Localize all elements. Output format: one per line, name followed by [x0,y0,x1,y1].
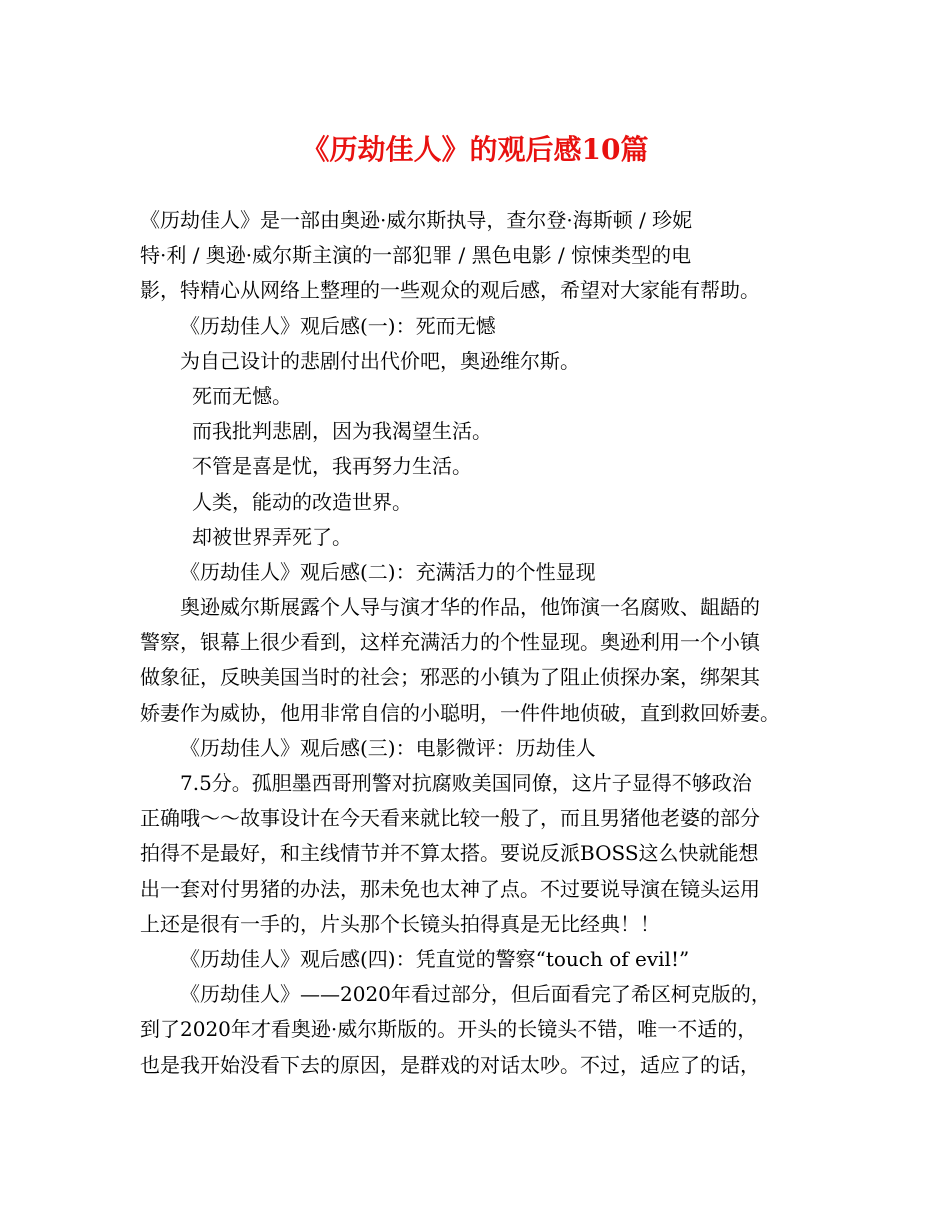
text-line: 《历劫佳人》观后感(四)：凭直觉的警察“touch of evil!” [180,946,690,971]
text-line: 人类，能动的改造世界。 [192,489,412,514]
text-line: 娇妻作为威协，他用非常自信的小聪明，一件件地侦破，直到救回娇妻。 [140,700,780,725]
text-line: 而我批判悲剧，因为我渴望生活。 [192,419,492,444]
document-body [140,203,820,1083]
text-line: 警察，银幕上很少看到，这样充满活力的个性显现。奥逊利用一个小镇 [140,630,760,655]
page-title: 《历劫佳人》的观后感10篇 [301,133,649,166]
text-line: 《历劫佳人》——2020年看过部分，但后面看完了希区柯克版的， [180,982,771,1007]
text-line: 却被世界弄死了。 [192,524,352,549]
text-line: 《历劫佳人》观后感(二)：充满活力的个性显现 [180,559,596,584]
text-line: 做象征，反映美国当时的社会；邪恶的小镇为了阻止侦探办案，绑架其 [140,665,760,690]
text-line: 不管是喜是忧，我再努力生活。 [192,454,472,479]
text-line: 《历劫佳人》观后感(三)：电影微评：历劫佳人 [180,735,596,760]
text-line: 为自己设计的悲剧付出代价吧，奥逊维尔斯。 [180,348,580,373]
text-line: 拍得不是最好，和主线情节并不算太搭。要说反派BOSS这么快就能想 [140,841,759,866]
text-line: 特·利 / 奥逊·威尔斯主演的一部犯罪 / 黑色电影 / 惊悚类型的电 [140,243,692,268]
text-line: 出一套对付男猪的办法，那未免也太神了点。不过要说导演在镜头运用 [140,876,760,901]
text-line: 《历劫佳人》观后感(一)：死而无憾 [180,313,496,338]
text-line: 《历劫佳人》是一部由奥逊·威尔斯执导，查尔登·海斯顿 / 珍妮 [140,208,693,232]
text-line: 也是我开始没看下去的原因，是群戏的对话太吵。不过，适应了的话， [140,1052,760,1077]
text-line: 7.5分。孤胆墨西哥刑警对抗腐败美国同僚，这片子显得不够政治 [180,771,752,795]
text-line: 上还是很有一手的，片头那个长镜头拍得真是无比经典！！ [140,911,660,936]
text-line: 正确哦～～故事设计在今天看来就比较一般了，而且男猪他老婆的部分 [140,806,760,831]
text-line: 奥逊威尔斯展露个人导与演才华的作品，他饰演一名腐败、龃龉的 [180,595,760,620]
text-line: 死而无憾。 [192,383,292,408]
text-line: 影，特精心从网络上整理的一些观众的观后感，希望对大家能有帮助。 [140,278,760,303]
text-line: 到了2020年才看奥逊·威尔斯版的。开头的长镜头不错，唯一不适的， [140,1017,758,1042]
